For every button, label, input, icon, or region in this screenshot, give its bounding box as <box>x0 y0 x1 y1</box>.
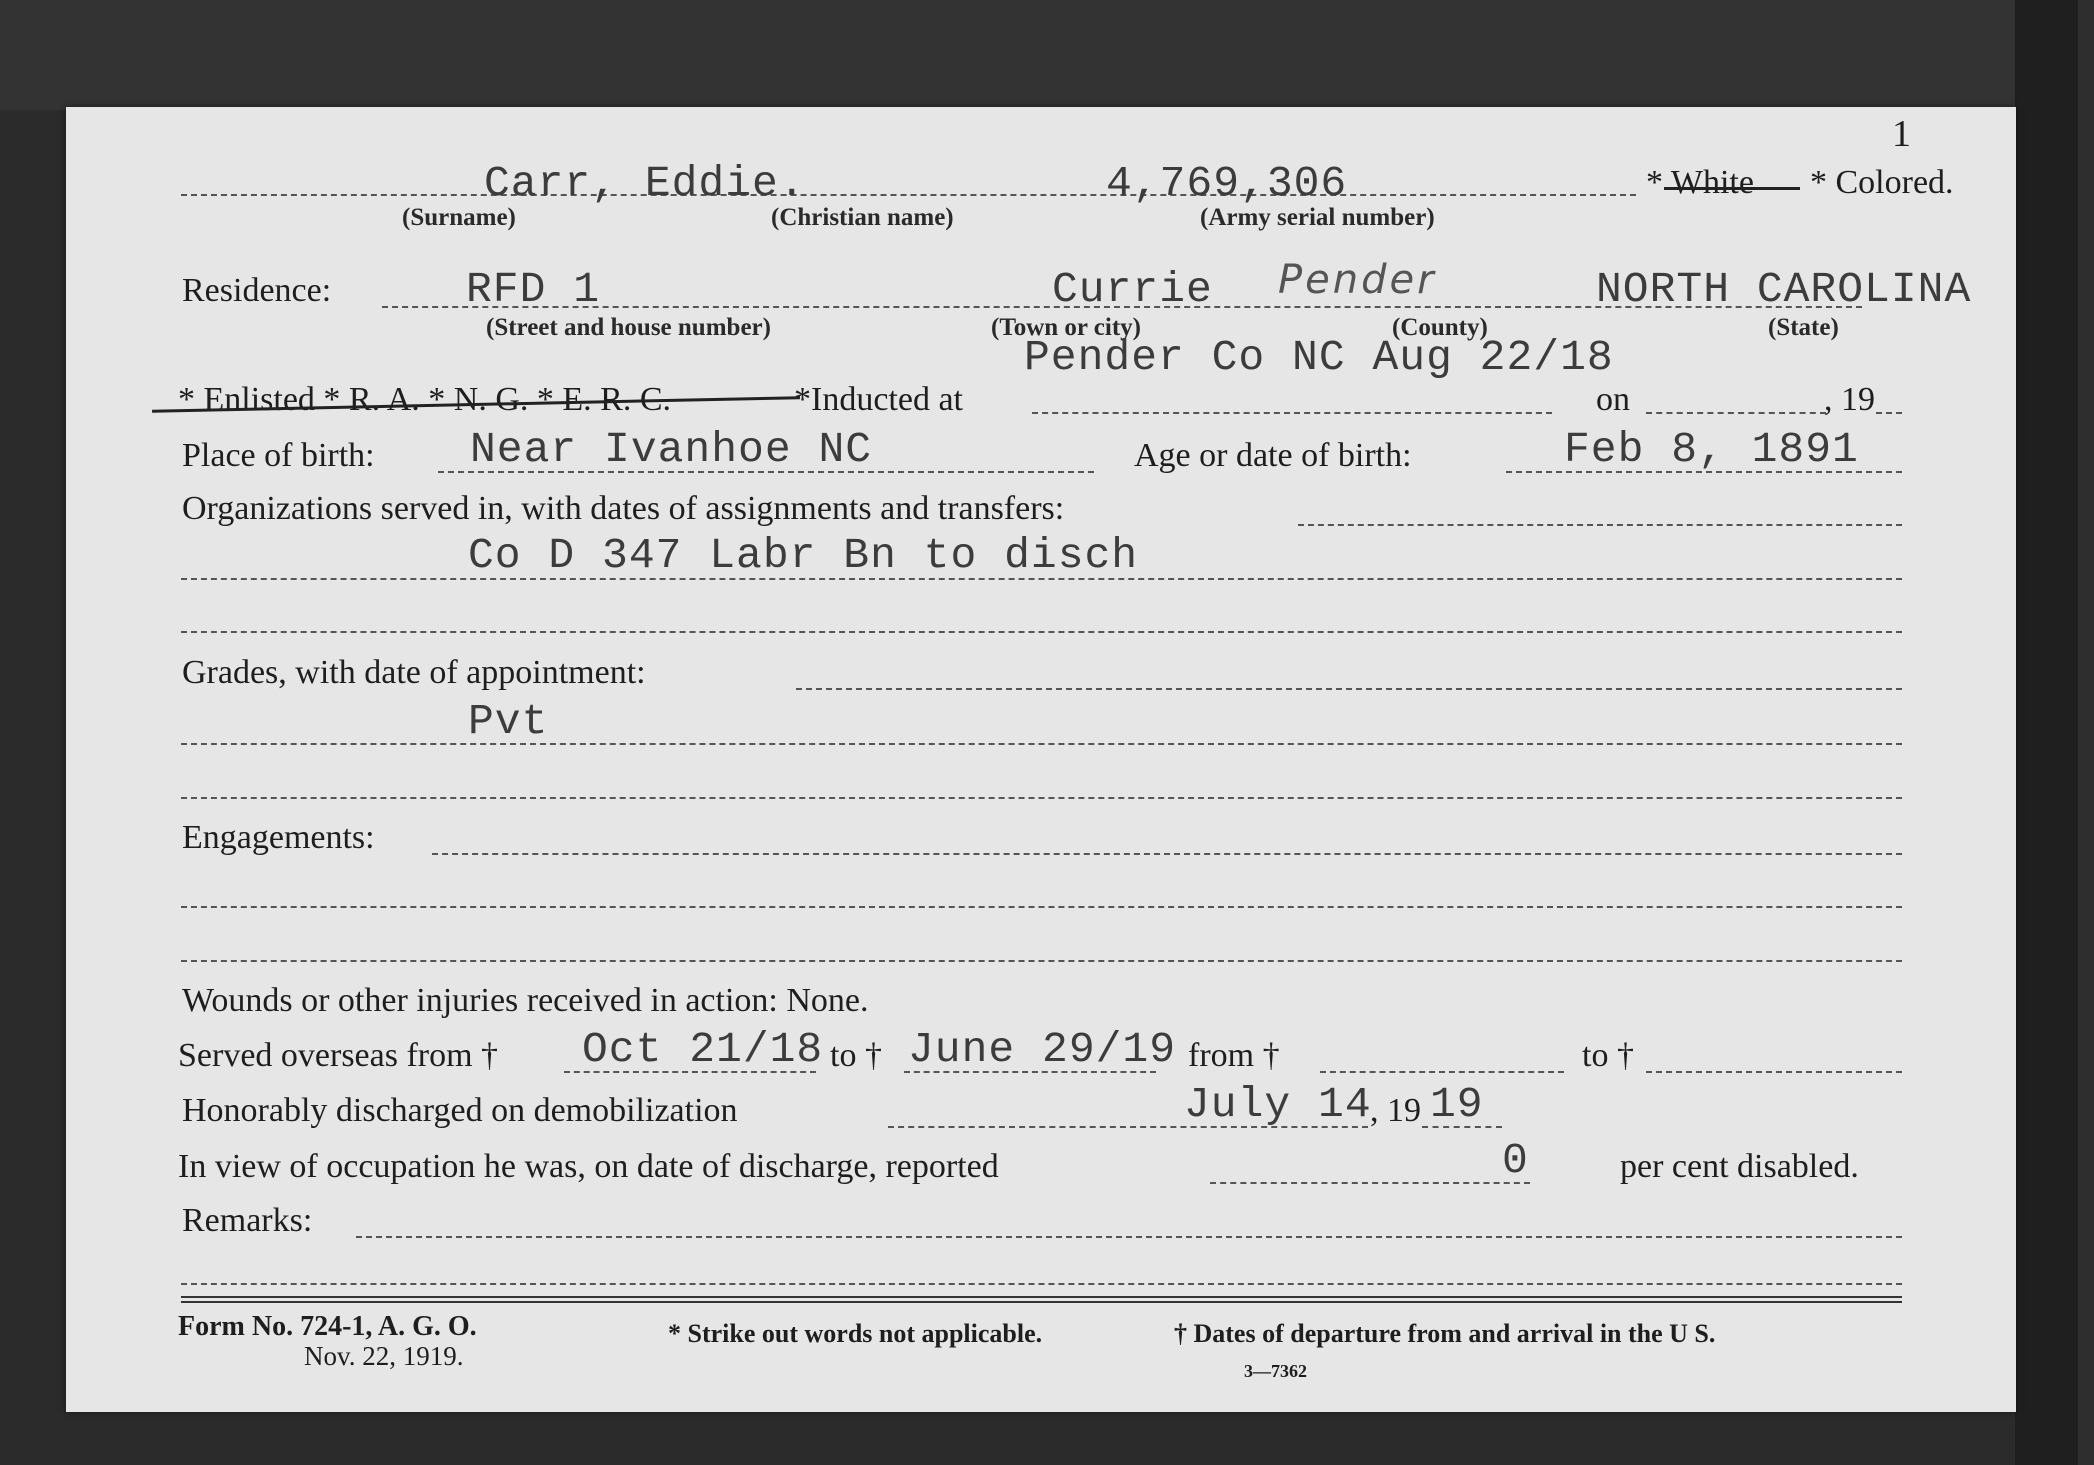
form-number: Form No. 724-1, A. G. O. <box>178 1311 477 1342</box>
discharge-year-prefix: , 19 <box>1370 1092 1421 1129</box>
remarks-line-2 <box>181 1283 1902 1285</box>
remarks-line-1 <box>356 1236 1902 1238</box>
year-line <box>1876 412 1902 414</box>
discharged-label: Honorably discharged on demobilization <box>182 1092 738 1129</box>
print-code: 3—7362 <box>1244 1361 1307 1381</box>
organizations-label: Organizations served in, with dates of assignments and transfers: <box>182 490 1065 527</box>
surname-label: (Surname) <box>402 204 516 231</box>
inducted-label: *Inducted at <box>794 381 963 418</box>
residence-street-value: RFD 1 <box>466 265 601 314</box>
remarks-label: Remarks: <box>182 1202 313 1239</box>
street-label: (Street and house number) <box>486 314 771 341</box>
inducted-line <box>1032 412 1552 414</box>
form-date: Nov. 22, 1919. <box>304 1341 464 1371</box>
discharge-year-value: 19 <box>1430 1080 1484 1129</box>
organization-value: Co D 347 Labr Bn to disch <box>468 531 1139 580</box>
state-label: (State) <box>1768 314 1839 341</box>
race-colored: * Colored. <box>1810 164 1954 201</box>
race-white-strike <box>1664 187 1800 190</box>
name-value: Carr, Eddie. <box>484 159 806 208</box>
percent-disabled-value: 0 <box>1502 1136 1529 1185</box>
service-record-card <box>66 107 2016 1412</box>
engagements-label: Engagements: <box>182 819 375 856</box>
county-label: (County) <box>1392 314 1488 341</box>
overseas-to-value: June 29/19 <box>908 1025 1177 1074</box>
on-line <box>1646 412 1826 414</box>
on-label: on <box>1596 381 1630 418</box>
enlistment-options: * Enlisted * R. A. * N. G. * E. R. C. <box>178 381 672 418</box>
overseas-from-value: Oct 21/18 <box>582 1025 824 1074</box>
background-right-edge <box>2078 0 2094 1465</box>
grades-label: Grades, with date of appointment: <box>182 654 646 691</box>
engagements-line-3 <box>181 960 1902 962</box>
residence-county-value: Pender <box>1278 257 1437 303</box>
residence-state-value: NORTH CAROLINA <box>1596 265 1972 314</box>
date-of-birth-value: Feb 8, 1891 <box>1564 425 1859 474</box>
race-white: * White <box>1646 164 1754 201</box>
serial-number-value: 4,769,306 <box>1106 159 1348 208</box>
engagements-line-1 <box>432 853 1902 855</box>
town-label: (Town or city) <box>991 314 1141 341</box>
overseas-to-label: to † <box>830 1037 882 1074</box>
bottom-rule-1 <box>181 1296 1902 1298</box>
bottom-rule-2 <box>181 1301 1902 1303</box>
served-overseas-label: Served overseas from † <box>178 1037 499 1074</box>
grades-line-1 <box>796 688 1902 690</box>
organizations-line-3 <box>181 631 1902 633</box>
page-number: 1 <box>1892 113 1911 155</box>
age-dob-label: Age or date of birth: <box>1134 437 1412 474</box>
organizations-line-2 <box>181 578 1902 580</box>
disability-label: In view of occupation he was, on date of discharge, reported <box>178 1148 999 1185</box>
residence-label: Residence: <box>182 272 332 309</box>
disability-line <box>1210 1182 1530 1184</box>
inducted-at-value: Pender Co NC Aug 22/18 <box>1024 333 1614 382</box>
residence-town-value: Currie <box>1052 265 1213 314</box>
background-top <box>0 0 2094 110</box>
overseas-from2-line <box>1320 1071 1564 1073</box>
grades-line-3 <box>181 797 1902 799</box>
strike-note: * Strike out words not applicable. <box>668 1319 1043 1348</box>
name-line <box>181 194 1636 196</box>
grade-value: Pvt <box>468 697 549 746</box>
discharge-date-value: July 14 <box>1184 1080 1372 1129</box>
christian-name-label: (Christian name) <box>771 204 954 231</box>
overseas-to2-line <box>1646 1071 1902 1073</box>
overseas-to2-label: to † <box>1582 1037 1634 1074</box>
dagger-note: † Dates of departure from and arrival in the U S. <box>1174 1319 1716 1348</box>
year-prefix: , 19 <box>1824 381 1875 418</box>
per-cent-disabled-label: per cent disabled. <box>1620 1148 1859 1185</box>
wounds-label: Wounds or other injuries received in action: None. <box>182 982 869 1019</box>
engagements-line-2 <box>181 906 1902 908</box>
grades-line-2 <box>181 743 1902 745</box>
overseas-from2-label: from † <box>1188 1037 1280 1074</box>
place-of-birth-label: Place of birth: <box>182 437 375 474</box>
army-serial-label: (Army serial number) <box>1200 204 1435 231</box>
organizations-line-1 <box>1298 524 1902 526</box>
place-of-birth-value: Near Ivanhoe NC <box>470 425 873 474</box>
